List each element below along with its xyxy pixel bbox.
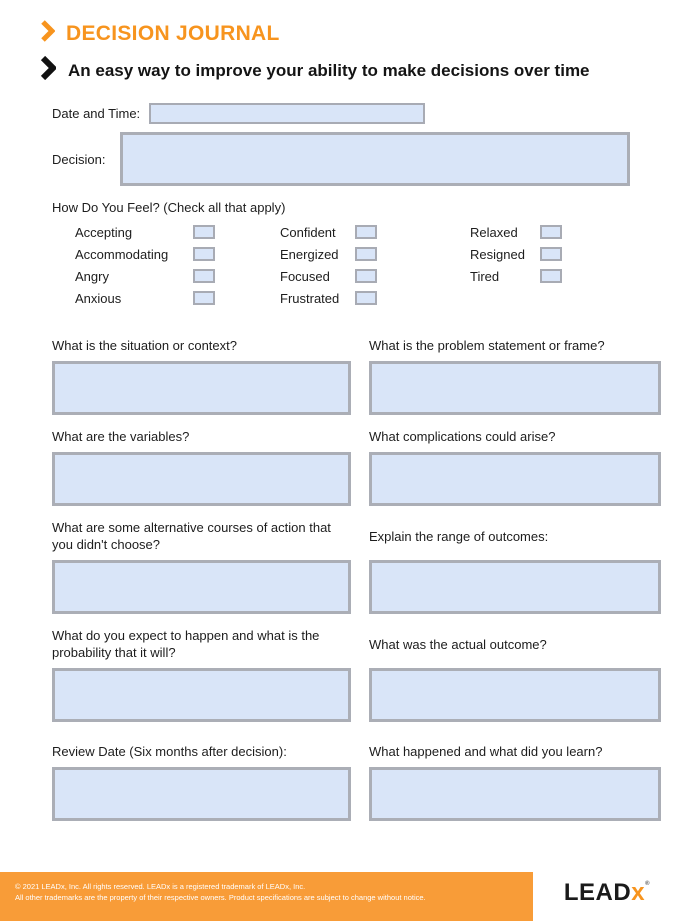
feeling-item xyxy=(470,265,562,287)
feeling-checkbox-frustrated[interactable] xyxy=(355,291,377,305)
feeling-item xyxy=(75,243,215,265)
feeling-item xyxy=(75,287,215,309)
decision-textarea[interactable] xyxy=(120,132,630,186)
question-cell xyxy=(369,428,661,506)
feeling-label: Tired xyxy=(470,268,500,284)
answer-textarea-lessons-learned[interactable] xyxy=(369,767,661,821)
feeling-item xyxy=(470,243,562,265)
copyright-line-1: © 2021 LEADx, Inc. All rights reserved. LEADx is a registered trademark of LEADx, Inc. xyxy=(15,882,306,891)
feeling-checkbox-tired[interactable] xyxy=(540,269,562,283)
question-label: What are the variables? xyxy=(52,429,190,444)
question-label: What is the problem statement or frame? xyxy=(369,338,605,353)
answer-textarea-variables[interactable] xyxy=(52,452,351,506)
feeling-label: Focused xyxy=(280,268,330,284)
feeling-checkbox-accepting[interactable] xyxy=(193,225,215,239)
feeling-label: Frustrated xyxy=(280,290,340,306)
question-label: What are some alternative courses of action that you didn't choose? xyxy=(52,520,331,552)
feeling-item xyxy=(75,221,215,243)
feeling-item xyxy=(280,221,377,243)
date-time-row xyxy=(52,102,696,124)
feeling-label: Resigned xyxy=(470,246,525,262)
date-time-input[interactable] xyxy=(149,103,425,124)
page-title-row xyxy=(40,20,696,47)
question-cell xyxy=(52,743,351,821)
footer-bar xyxy=(0,872,533,921)
feeling-checkbox-resigned[interactable] xyxy=(540,247,562,261)
feeling-item xyxy=(470,221,562,243)
question-cell xyxy=(52,519,351,614)
questions-section xyxy=(52,337,661,821)
question-label: Review Date (Six months after decision): xyxy=(52,744,287,759)
feelings-heading: How Do You Feel? (Check all that apply) xyxy=(52,200,286,215)
question-row xyxy=(52,428,661,506)
feeling-label: Energized xyxy=(280,246,339,262)
copyright-line-2: All other trademarks are the property of their respective owners. Product specifications are subject to change without notice. xyxy=(15,893,426,902)
logo-text-lead: LEAD xyxy=(563,879,632,906)
question-cell xyxy=(369,627,661,722)
logo-text-x: x xyxy=(631,879,646,906)
answer-textarea-range-of-outcomes[interactable] xyxy=(369,560,661,614)
leadx-logo xyxy=(564,879,650,907)
feeling-label: Accommodating xyxy=(75,246,169,262)
question-cell xyxy=(52,428,351,506)
feeling-label: Accepting xyxy=(75,224,133,240)
feelings-grid xyxy=(52,221,696,311)
feeling-item xyxy=(75,265,215,287)
answer-textarea-complications[interactable] xyxy=(369,452,661,506)
question-label: What complications could arise? xyxy=(369,429,556,444)
feeling-label: Confident xyxy=(280,224,336,240)
answer-textarea-situation[interactable] xyxy=(52,361,351,415)
question-label: What is the situation or context? xyxy=(52,338,237,353)
feeling-label: Relaxed xyxy=(470,224,518,240)
question-label: What do you expect to happen and what is the probability that it will? xyxy=(52,628,320,660)
answer-textarea-expectation-probability[interactable] xyxy=(52,668,351,722)
chevron-right-icon xyxy=(40,20,55,47)
question-cell xyxy=(369,337,661,415)
question-cell xyxy=(369,519,661,614)
chevron-right-icon xyxy=(40,56,56,85)
answer-textarea-alternatives[interactable] xyxy=(52,560,351,614)
feeling-item xyxy=(280,287,377,309)
question-row xyxy=(52,519,661,614)
feeling-checkbox-relaxed[interactable] xyxy=(540,225,562,239)
feeling-checkbox-accommodating[interactable] xyxy=(193,247,215,261)
question-label: Explain the range of outcomes: xyxy=(369,528,549,544)
answer-textarea-problem-statement[interactable] xyxy=(369,361,661,415)
date-time-label: Date and Time: xyxy=(52,105,141,121)
decision-label: Decision: xyxy=(52,151,106,167)
feelings-column-2 xyxy=(280,221,377,309)
feeling-item xyxy=(280,243,377,265)
feeling-item xyxy=(280,265,377,287)
feelings-column-3 xyxy=(470,221,562,287)
question-label: What was the actual outcome? xyxy=(369,636,547,652)
question-cell xyxy=(52,627,351,722)
answer-textarea-actual-outcome[interactable] xyxy=(369,668,661,722)
question-row xyxy=(52,743,661,821)
feeling-label: Anxious xyxy=(75,290,122,306)
feeling-checkbox-energized[interactable] xyxy=(355,247,377,261)
answer-textarea-review-date[interactable] xyxy=(52,767,351,821)
page-title: DECISION JOURNAL xyxy=(66,21,280,45)
page-subtitle: An easy way to improve your ability to make decisions over time xyxy=(68,60,590,80)
question-label: What happened and what did you learn? xyxy=(369,744,603,759)
feeling-checkbox-angry[interactable] xyxy=(193,269,215,283)
feeling-checkbox-focused[interactable] xyxy=(355,269,377,283)
page-subtitle-row xyxy=(40,56,696,85)
decision-row xyxy=(52,132,696,186)
feeling-checkbox-anxious[interactable] xyxy=(193,291,215,305)
question-cell xyxy=(369,743,661,821)
feeling-checkbox-confident[interactable] xyxy=(355,225,377,239)
feelings-column-1 xyxy=(75,221,215,309)
question-row xyxy=(52,337,661,415)
question-row xyxy=(52,627,661,722)
question-cell xyxy=(52,337,351,415)
registered-mark-icon: ® xyxy=(645,881,650,887)
feeling-label: Angry xyxy=(75,268,109,284)
